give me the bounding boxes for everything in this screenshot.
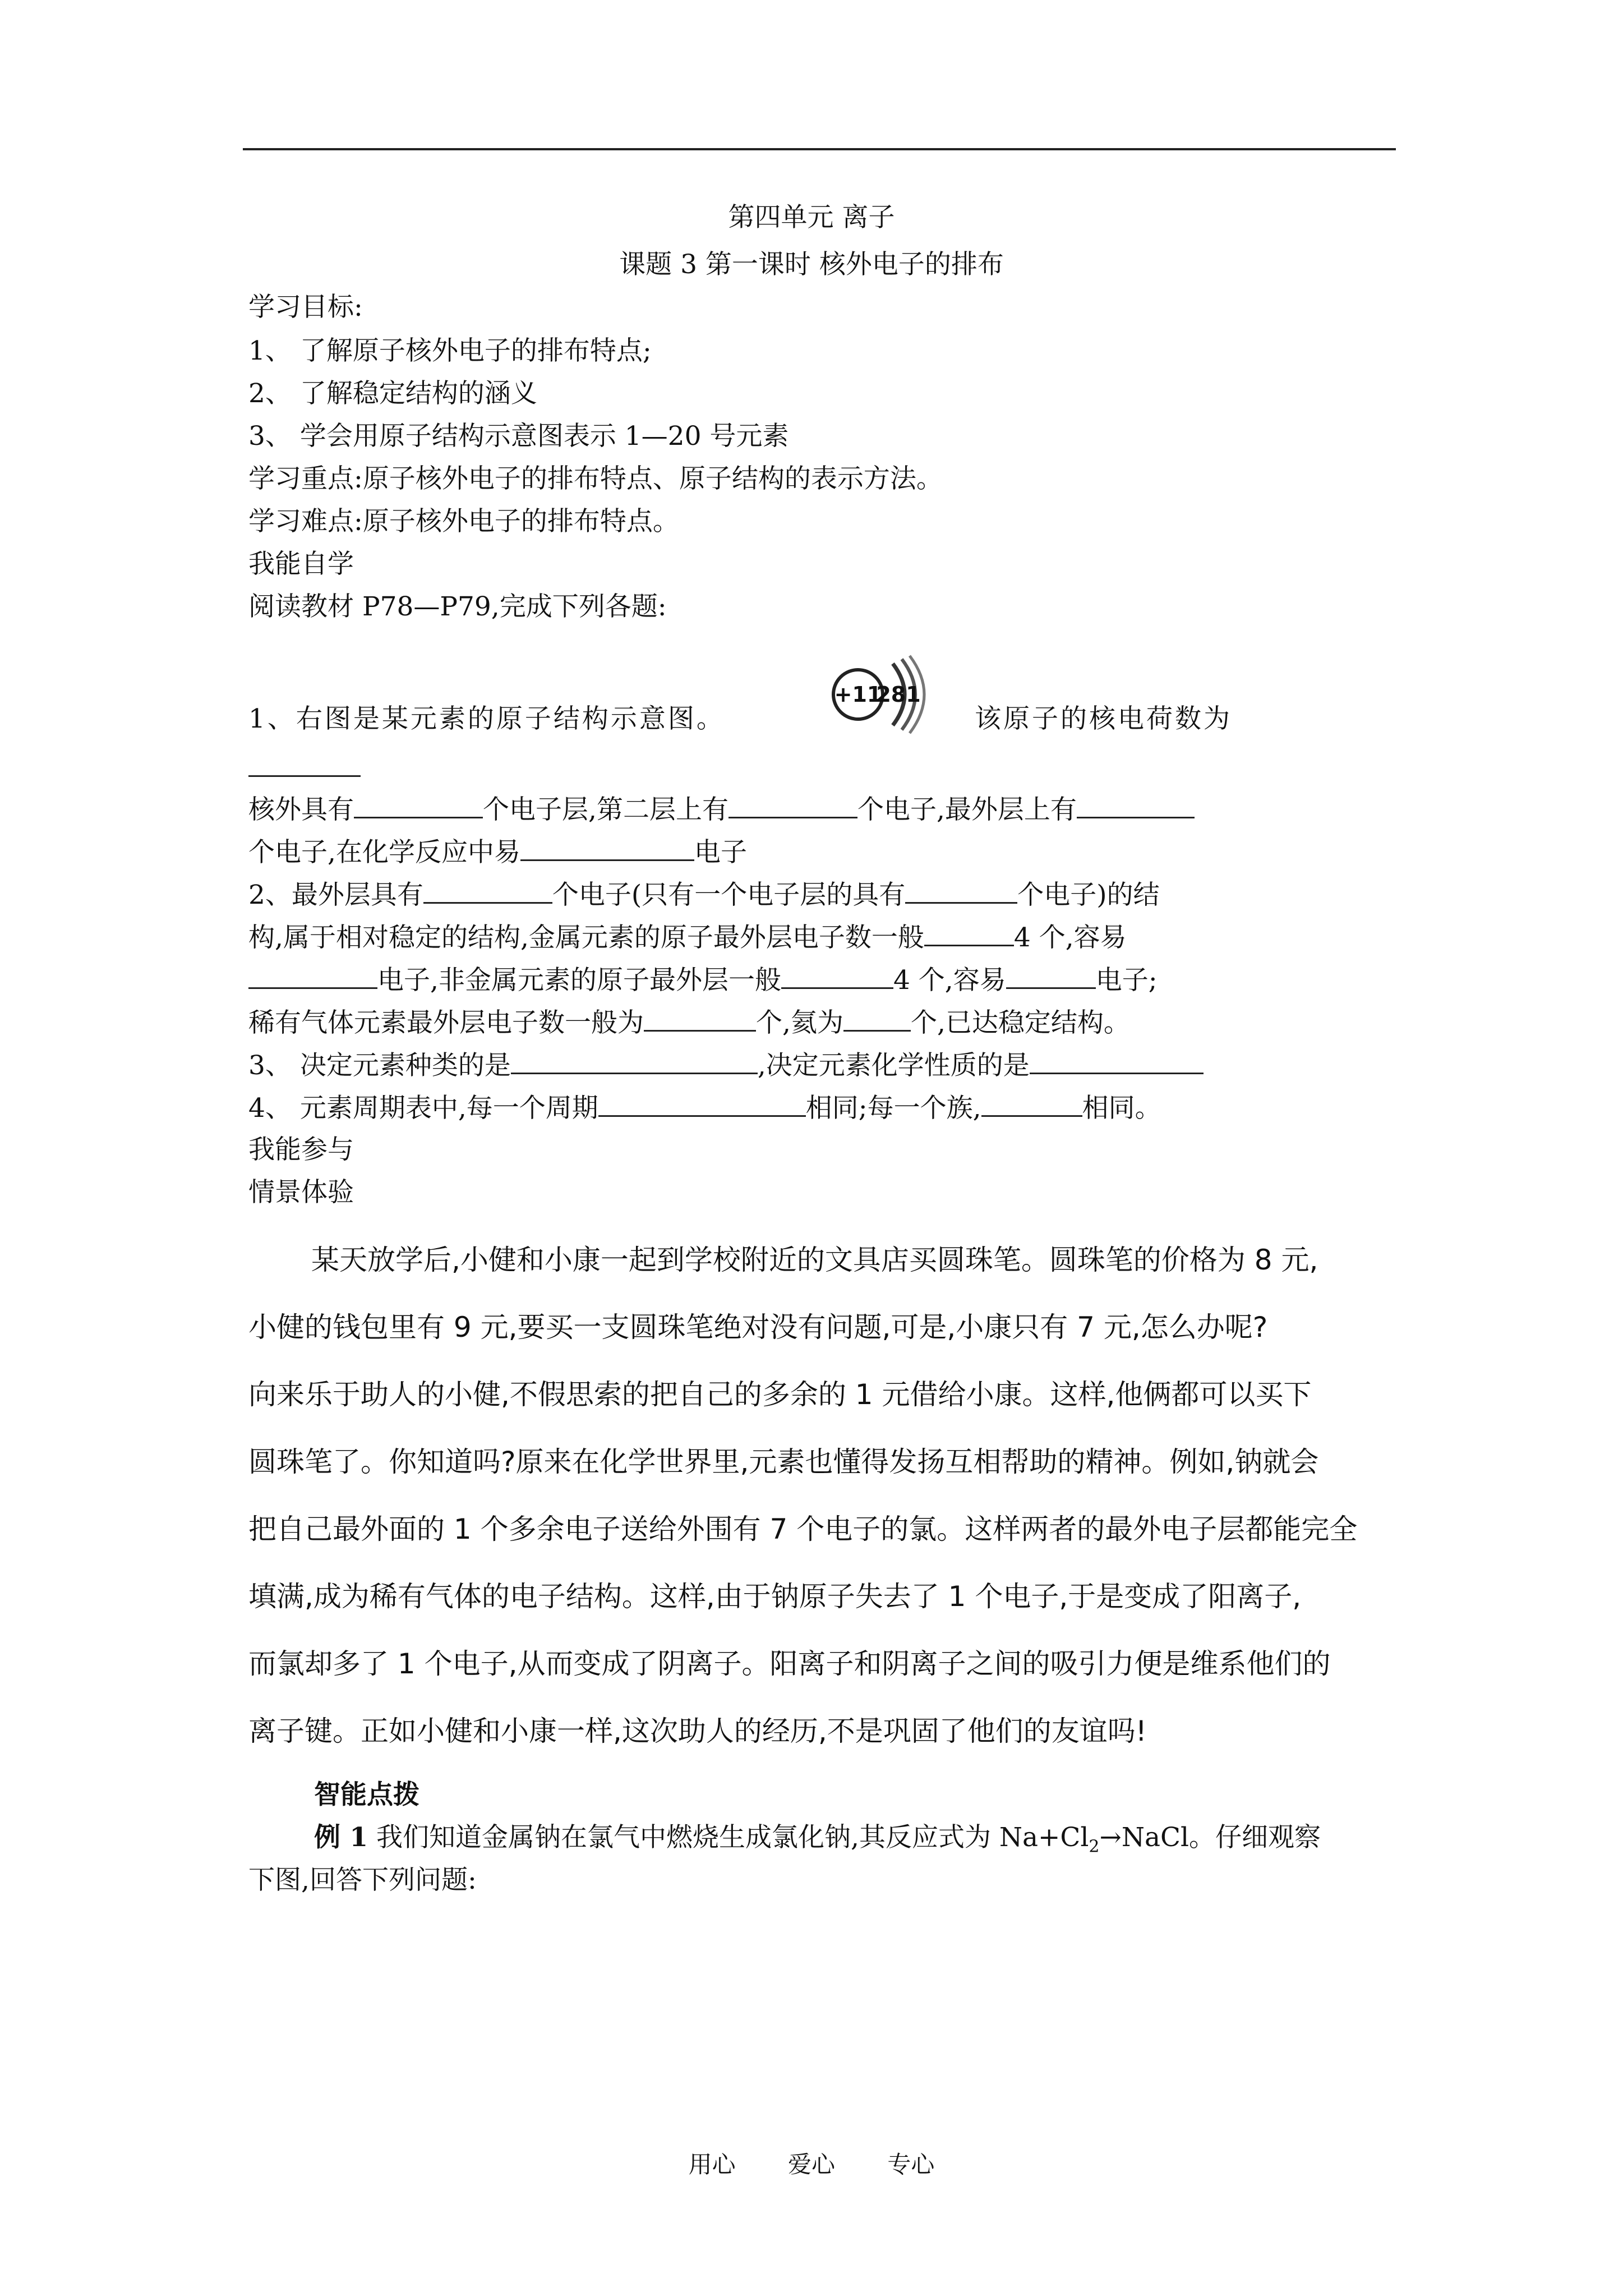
answer-blank[interactable] <box>423 877 552 904</box>
shell-electrons-label: 281 <box>876 682 921 707</box>
answer-blank[interactable] <box>598 1091 806 1117</box>
unit-title: 第四单元 离子 <box>728 202 895 233</box>
answer-blank[interactable] <box>248 751 361 777</box>
answer-blank[interactable] <box>924 920 1014 946</box>
narrative-line: 圆珠笔了。你知道吗?原来在化学世界里,元素也懂得发扬互相帮助的精神。例如,钠就会 <box>248 1446 1319 1478</box>
answer-blank[interactable] <box>728 792 857 818</box>
q3-line: 3、 决定元素种类的是 ,决定元素化学性质的是 <box>248 1048 1204 1083</box>
guidance-heading: 智能点拨 <box>314 1779 419 1810</box>
answer-blank[interactable] <box>520 835 694 861</box>
atom-structure-diagram <box>827 652 928 737</box>
key-points: 学习重点:原子核外电子的排布特点、原子结构的表示方法。 <box>248 463 943 494</box>
answer-blank[interactable] <box>644 1005 756 1032</box>
answer-blank[interactable] <box>1006 963 1096 989</box>
self-study-heading: 我能自学 <box>248 549 354 579</box>
q2-line2: 构,属于相对稳定的结构,金属元素的原子最外层电子数一般 4 个,容易 <box>248 920 1127 955</box>
q1-line3: 个电子,在化学反应中易 电子 <box>248 835 747 869</box>
q2-line3: 电子,非金属元素的原子最外层一般 4 个,容易 电子; <box>248 963 1158 997</box>
objective-item: 2、 了解稳定结构的涵义 <box>248 378 537 409</box>
narrative-line: 而氯却多了 1 个电子,从而变成了阴离子。阳离子和阴离子之间的吸引力便是维系他们的 <box>248 1648 1331 1680</box>
answer-blank[interactable] <box>1077 792 1195 818</box>
objective-item: 1、 了解原子核外电子的排布特点; <box>248 335 652 366</box>
narrative-line: 某天放学后,小健和小康一起到学校附近的文具店买圆珠笔。圆珠笔的价格为 8 元, <box>311 1244 1318 1276</box>
reading-instruction: 阅读教材 P78—P79,完成下列各题: <box>248 591 667 622</box>
answer-blank[interactable] <box>1030 1048 1204 1074</box>
participation-heading: 我能参与 <box>248 1134 354 1165</box>
objectives-heading: 学习目标: <box>248 292 363 323</box>
q1-text: 1、右图是某元素的原子结构示意图。 <box>248 703 725 734</box>
page-footer <box>0 2146 1623 2180</box>
footer-item: 爱心 <box>787 2151 835 2178</box>
answer-blank[interactable] <box>781 963 893 989</box>
narrative-line: 离子键。正如小健和小康一样,这次助人的经历,不是巩固了他们的友谊吗! <box>248 1715 1147 1747</box>
example-1-line2: 下图,回答下列问题: <box>248 1865 477 1895</box>
difficulties: 学习难点:原子核外电子的排布特点。 <box>248 506 679 537</box>
q4-line: 4、 元素周期表中,每一个周期 相同;每一个族, 相同。 <box>248 1091 1161 1125</box>
narrative-line: 小健的钱包里有 9 元,要买一支圆珠笔绝对没有问题,可是,小康只有 7 元,怎么办呢? <box>248 1311 1268 1343</box>
nucleus-label: +11 <box>834 682 882 707</box>
answer-blank[interactable] <box>354 792 483 818</box>
header-rule <box>243 148 1396 150</box>
q1-text-2: 该原子的核电荷数为 <box>975 703 1232 734</box>
lesson-title: 课题 3 第一课时 核外电子的排布 <box>619 249 1004 280</box>
scenario-heading: 情景体验 <box>248 1177 354 1208</box>
q2-line1: 2、最外层具有 个电子(只有一个电子层的具有 个电子)的结 <box>248 877 1160 912</box>
answer-blank[interactable] <box>905 877 1017 904</box>
answer-blank[interactable] <box>843 1005 911 1032</box>
example-1-line: 例 1 我们知道金属钠在氯气中燃烧生成氯化钠,其反应式为 $Na+Cl_2\to NaCl$。仔细观察 <box>314 1822 1321 1857</box>
objective-item: 3、 学会用原子结构示意图表示 1—20 号元素 <box>248 421 789 452</box>
narrative-line: 向来乐于助人的小健,不假思索的把自己的多余的 1 元借给小康。这样,他俩都可以买下 <box>248 1378 1312 1411</box>
narrative-line: 填满,成为稀有气体的电子结构。这样,由于钠原子失去了 1 个电子,于是变成了阳离子, <box>248 1580 1302 1613</box>
answer-blank[interactable] <box>248 963 377 989</box>
narrative-line: 把自己最外面的 1 个多余电子送给外围有 7 个电子的氯。这样两者的最外电子层都能完全 <box>248 1513 1358 1545</box>
footer-item: 专心 <box>887 2151 935 2178</box>
answer-blank[interactable] <box>981 1091 1082 1117</box>
answer-blank[interactable] <box>511 1048 758 1074</box>
q2-line4: 稀有气体元素最外层电子数一般为 个,氦为 个,已达稳定结构。 <box>248 1005 1130 1040</box>
q1-line2: 核外具有 个电子层,第二层上有 个电子,最外层上有 <box>248 792 1195 827</box>
footer-item: 用心 <box>688 2151 736 2178</box>
